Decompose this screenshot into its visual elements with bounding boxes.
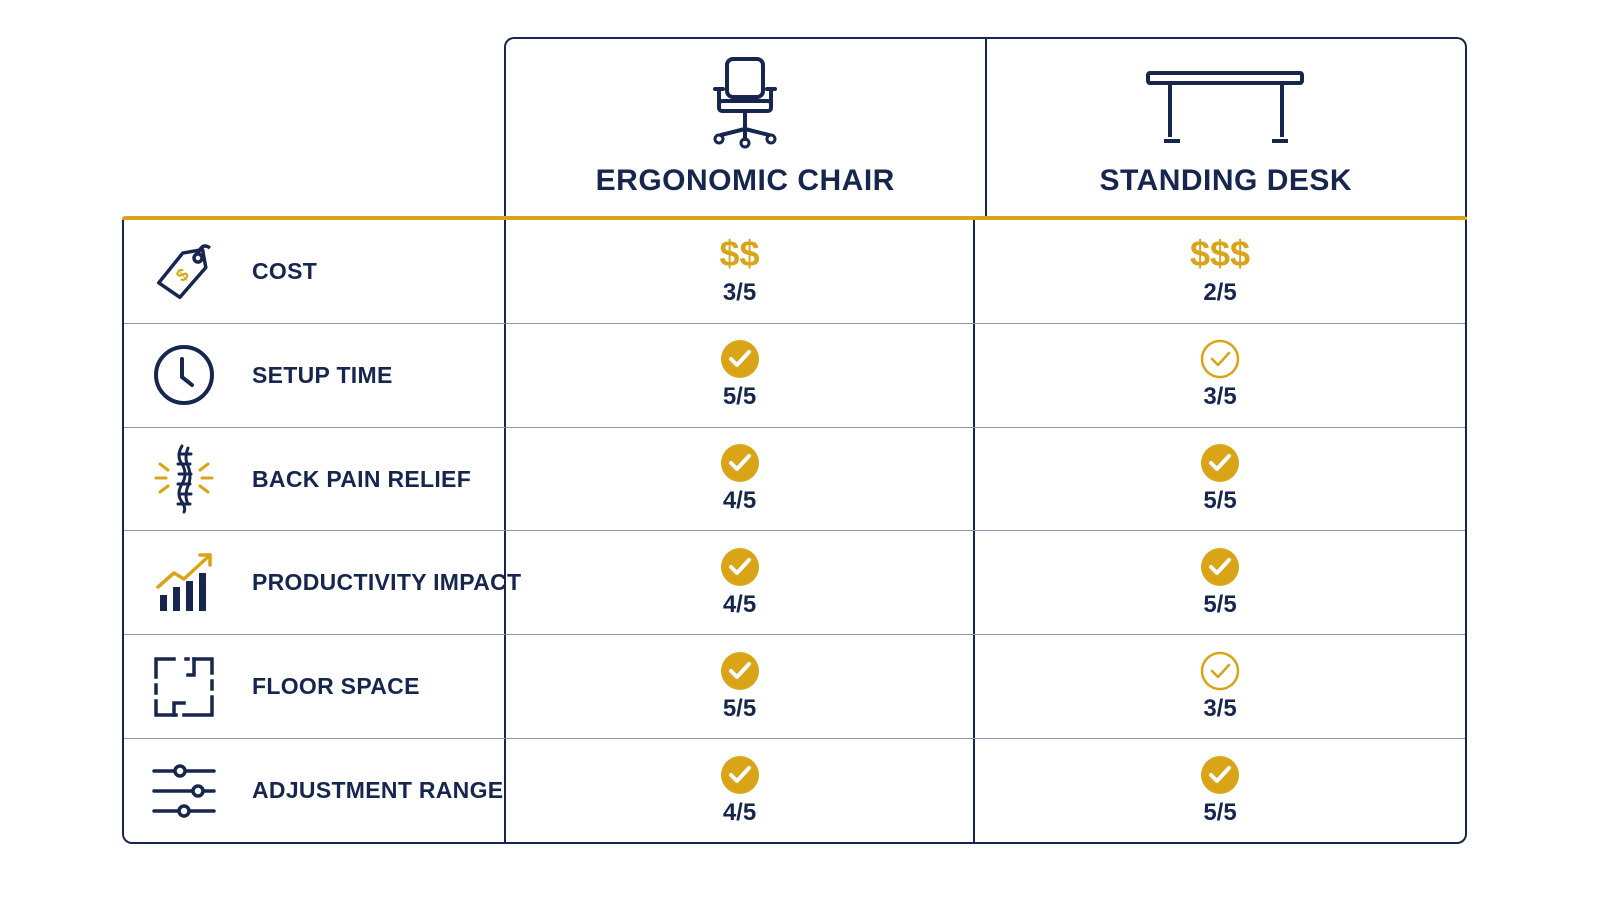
- score-text: 5/5: [1203, 798, 1237, 826]
- row-label-cell: [124, 324, 506, 427]
- chair-value-cell: [506, 635, 975, 738]
- office-chair-icon: [709, 55, 781, 151]
- row-label: PRODUCTIVITY IMPACT: [252, 569, 522, 596]
- row-label: ADJUSTMENT RANGE: [252, 777, 504, 804]
- check-outline-icon: [1200, 339, 1240, 379]
- floor-plan-icon: [152, 655, 216, 719]
- desk-value-cell: [975, 324, 1465, 427]
- comparison-table: [122, 220, 1467, 844]
- score-text: 5/5: [1203, 487, 1237, 515]
- score-text: 3/5: [1203, 694, 1237, 722]
- row-label: SETUP TIME: [252, 361, 393, 388]
- svg-text:$: $: [172, 264, 193, 287]
- score-text: 5/5: [1203, 590, 1237, 618]
- row-label-cell: [124, 739, 506, 842]
- score-text: 4/5: [722, 590, 757, 618]
- comparison-header: [504, 37, 1467, 217]
- check-outline-icon: [1200, 651, 1240, 691]
- price-symbol: $$$: [1189, 233, 1251, 275]
- score-text: 5/5: [722, 383, 757, 411]
- desk-value-cell: [975, 428, 1465, 531]
- column-header-chair: [506, 39, 985, 217]
- row-label-cell: [124, 428, 506, 531]
- table-row: [124, 220, 1465, 323]
- row-label-cell: [124, 220, 506, 323]
- desk-value-cell: [975, 739, 1465, 842]
- price-tag-icon: [152, 239, 216, 303]
- score-text: 2/5: [1203, 279, 1237, 307]
- check-filled-icon: [1200, 755, 1240, 795]
- check-filled-icon: [720, 651, 760, 691]
- table-row: [124, 530, 1465, 634]
- score-text: 3/5: [1203, 383, 1237, 411]
- score-text: 3/5: [722, 279, 757, 307]
- spine-icon: [152, 447, 216, 511]
- score-text: 4/5: [722, 798, 757, 826]
- table-row: [124, 634, 1465, 738]
- desk-value-cell: [975, 220, 1465, 323]
- growth-chart-icon: [152, 551, 216, 615]
- chair-value-cell: [506, 324, 975, 427]
- standing-desk-icon: [1146, 69, 1306, 159]
- column-title-desk: STANDING DESK: [1099, 164, 1353, 197]
- table-row: [124, 738, 1465, 842]
- row-label-cell: [124, 531, 522, 634]
- desk-value-cell: [975, 531, 1465, 634]
- row-label-cell: [124, 635, 506, 738]
- column-title-chair: ERGONOMIC CHAIR: [595, 164, 895, 197]
- row-label: FLOOR SPACE: [252, 673, 420, 700]
- check-filled-icon: [720, 547, 760, 587]
- check-filled-icon: [1200, 443, 1240, 483]
- table-row: [124, 427, 1465, 531]
- column-header-desk: [985, 39, 1466, 217]
- price-symbol: $$: [719, 233, 760, 275]
- chair-value-cell: [506, 531, 975, 634]
- score-text: 5/5: [722, 694, 757, 722]
- check-filled-icon: [1200, 547, 1240, 587]
- row-label: BACK PAIN RELIEF: [252, 465, 472, 492]
- chair-value-cell: [506, 428, 975, 531]
- table-row: [124, 323, 1465, 427]
- check-filled-icon: [720, 339, 760, 379]
- sliders-icon: [152, 759, 216, 823]
- chair-value-cell: [506, 739, 975, 842]
- desk-value-cell: [975, 635, 1465, 738]
- chair-value-cell: [506, 220, 975, 323]
- row-label: COST: [252, 257, 318, 284]
- clock-icon: [152, 343, 216, 407]
- check-filled-icon: [720, 443, 760, 483]
- score-text: 4/5: [722, 487, 757, 515]
- check-filled-icon: [720, 755, 760, 795]
